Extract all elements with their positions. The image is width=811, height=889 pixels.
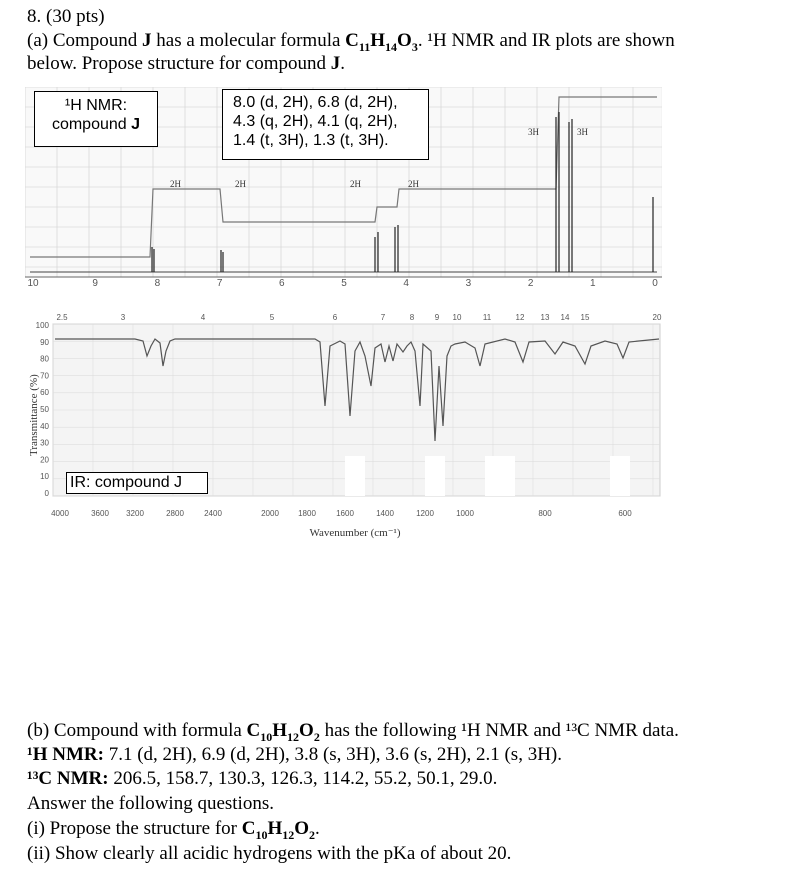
question-ii: (ii) Show clearly all acidic hydrogens with the pKa of about 20. <box>27 843 512 864</box>
ir-band-3 <box>485 456 515 496</box>
ir-top-tick-7: 7 <box>380 313 386 322</box>
ir-top-tick-9: 9 <box>434 313 440 322</box>
nmr-integral-5: 3H <box>528 127 539 137</box>
nmr-data-box <box>222 89 429 160</box>
part-b-suffix: has the following ¹H NMR and ¹³C NMR data. <box>319 720 679 741</box>
ir-top-tick-14: 14 <box>560 313 570 322</box>
nmr-integral-3: 2H <box>350 179 361 189</box>
ir-label-text: IR: compound J <box>70 474 183 491</box>
ir-x-tick-800: 800 <box>538 509 552 518</box>
nmr-tick-2: 2 <box>527 278 534 287</box>
ir-x-tick-4000: 4000 <box>51 509 69 518</box>
ir-top-tick-13: 13 <box>540 313 550 322</box>
ir-ylabel: Transmittance (%) <box>28 374 40 456</box>
nmr-tick-1: 1 <box>590 278 596 287</box>
ir-y-tick-70: 70 <box>40 371 49 381</box>
ir-x-tick-600: 600 <box>618 509 632 518</box>
ir-x-tick-2000: 2000 <box>261 509 279 518</box>
part-b-c-nmr <box>27 768 497 790</box>
ir-top-tick-3: 3 <box>120 313 126 322</box>
ir-x-tick-1600: 1600 <box>336 509 354 518</box>
nmr-data-line1: 8.0 (d, 2H), 6.8 (d, 2H), <box>233 94 398 111</box>
nmr-integral-4: 2H <box>408 179 419 189</box>
nmr-label-line1: ¹H NMR: <box>64 97 128 114</box>
nmr-tick-10: 10 <box>27 278 39 287</box>
nmr-tick-7: 7 <box>216 278 223 287</box>
part-a-line2-end: . <box>340 53 346 74</box>
nmr-integral-6: 3H <box>577 127 588 137</box>
ir-y-tick-40: 40 <box>40 421 49 431</box>
part-a-line2-text: below. Propose structure for compound <box>27 53 331 74</box>
nmr-tick-4: 4 <box>403 278 409 287</box>
nmr-label-compound: J <box>131 116 141 133</box>
ir-y-tick-80: 80 <box>40 354 49 364</box>
ir-top-tick-11: 11 <box>482 313 492 322</box>
ir-top-tick-4: 4 <box>200 313 206 322</box>
ir-y-tick-90: 90 <box>40 337 49 347</box>
part-a-line1 <box>27 30 675 52</box>
h-nmr-data: 7.1 (d, 2H), 6.9 (d, 2H), 3.8 (s, 3H), 3.6 (s, 2H), 2.1 (s, 3H). <box>103 744 562 765</box>
ir-band-2 <box>425 456 445 496</box>
formula-b-2: $C_{10}H_{12}O_2$ <box>241 818 316 842</box>
ir-y-tick-10: 10 <box>40 472 49 482</box>
ir-x-tick-3600: 3600 <box>91 509 109 518</box>
ir-x-tick-1400: 1400 <box>376 509 394 518</box>
part-b-line1 <box>27 720 679 742</box>
answer-instructions: Answer the following questions. <box>27 793 274 814</box>
ir-spectrum <box>25 306 665 551</box>
part-b-h-nmr <box>27 744 562 766</box>
question-i-end: . <box>315 818 320 839</box>
ir-x-axis <box>51 509 632 518</box>
ir-x-tick-1800: 1800 <box>298 509 316 518</box>
nmr-label-prefix: compound <box>51 116 132 133</box>
c-nmr-label: ¹³C NMR: <box>27 768 109 789</box>
ir-x-tick-2800: 2800 <box>166 509 184 518</box>
ir-top-tick-8: 8 <box>409 313 415 322</box>
ir-y-tick-20: 20 <box>40 455 49 465</box>
nmr-axis-ticks <box>27 278 658 287</box>
ir-top-tick-5: 5 <box>269 313 275 322</box>
compound-label: J <box>142 30 152 51</box>
nmr-tick-0: 0 <box>652 278 658 287</box>
ir-band-4 <box>610 456 630 496</box>
nmr-tick-5: 5 <box>341 278 347 287</box>
part-b-prefix: (b) Compound with formula <box>27 720 247 741</box>
nmr-integral-1: 2H <box>170 179 181 189</box>
ir-y-tick-50: 50 <box>40 405 49 414</box>
nmr-tick-6: 6 <box>279 278 285 287</box>
ir-top-tick-6: 6 <box>332 313 338 322</box>
ir-x-tick-3200: 3200 <box>126 509 144 518</box>
h-nmr-label: ¹H NMR: <box>27 744 104 765</box>
ir-top-tick-2.5: 2.5 <box>56 313 68 322</box>
part-a-mid: has a molecular formula <box>151 30 346 51</box>
nmr-tick-3: 3 <box>465 278 472 287</box>
ir-band <box>345 456 365 496</box>
ir-y-tick-60: 60 <box>40 388 49 398</box>
ir-x-tick-1000: 1000 <box>456 509 474 518</box>
formula-b: $C_{10}H_{12}O_2$ <box>246 720 320 744</box>
ir-top-axis <box>56 313 662 322</box>
question-number: 8. (30 pts) <box>27 6 105 27</box>
compound-label-2: J <box>330 53 341 74</box>
ir-y-tick-0: 0 <box>44 489 49 498</box>
ir-y-tick-30: 30 <box>40 438 49 448</box>
ir-top-tick-15: 15 <box>580 313 590 322</box>
nmr-tick-8: 8 <box>154 278 161 287</box>
ir-xlabel: Wavenumber (cm⁻¹) <box>309 527 401 539</box>
c-nmr-data: 206.5, 158.7, 130.3, 126.3, 114.2, 55.2, 50.1, 29.0. <box>108 768 498 789</box>
part-a-suffix: . ¹H NMR and IR plots are shown <box>417 30 675 51</box>
ir-label-box <box>66 472 208 494</box>
nmr-tick-9: 9 <box>92 278 98 287</box>
ir-x-tick-2400: 2400 <box>204 509 222 518</box>
ir-top-tick-20: 20 <box>652 313 662 322</box>
nmr-label-box <box>34 91 158 147</box>
question-i-text: (i) Propose the structure for <box>27 818 242 839</box>
nmr-label-line2 <box>35 115 157 134</box>
ir-y-tick-100: 100 <box>35 321 49 330</box>
part-a-line2 <box>27 53 345 75</box>
ir-top-tick-12: 12 <box>515 313 525 322</box>
formula-a: $C_{11}H_{14}O_3$ <box>345 30 418 54</box>
question-i <box>27 818 320 840</box>
nmr-data-line3: 1.4 (t, 3H), 1.3 (t, 3H). <box>233 132 389 149</box>
ir-top-tick-10: 10 <box>452 313 462 322</box>
part-a-prefix: (a) Compound <box>27 30 143 51</box>
nmr-data-line2: 4.3 (q, 2H), 4.1 (q, 2H), <box>233 113 398 130</box>
nmr-integral-2: 2H <box>235 179 246 189</box>
ir-x-tick-1200: 1200 <box>416 509 434 518</box>
